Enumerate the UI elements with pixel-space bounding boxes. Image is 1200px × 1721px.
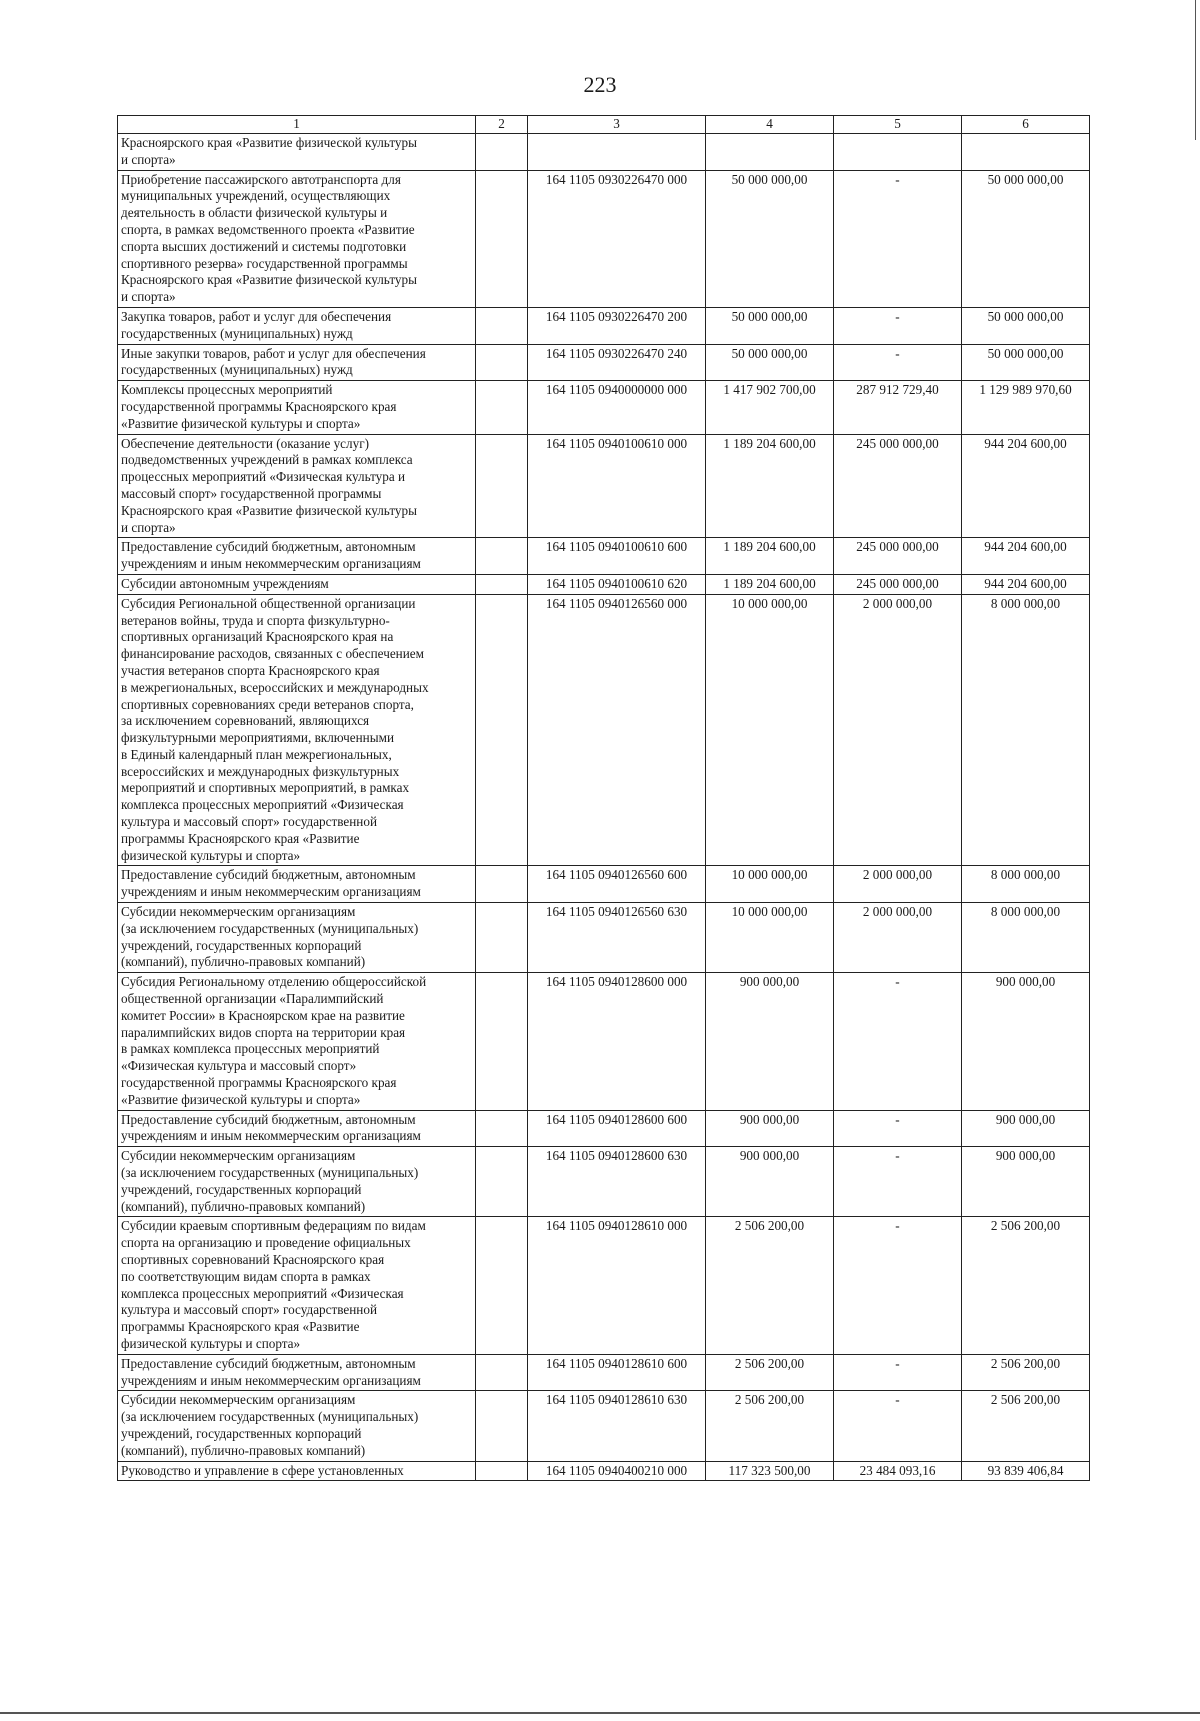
cell-total: 900 000,00	[706, 1147, 834, 1217]
cell-code: 164 1105 0940126560 630	[528, 903, 706, 973]
cell-col5: -	[834, 344, 962, 381]
cell-code: 164 1105 0940400210 000	[528, 1461, 706, 1481]
table-row	[118, 307, 1090, 344]
cell-col5: -	[834, 1147, 962, 1217]
cell-col6: 8 000 000,00	[962, 866, 1090, 903]
table-row	[118, 1354, 1090, 1391]
cell-total: 1 189 204 600,00	[706, 538, 834, 575]
cell-total: 2 506 200,00	[706, 1217, 834, 1354]
cell-total: 2 506 200,00	[706, 1354, 834, 1391]
cell-code: 164 1105 0940128610 000	[528, 1217, 706, 1354]
cell-col6: 50 000 000,00	[962, 307, 1090, 344]
row-description: Субсидии некоммерческим организациям (за исключением государственных (муниципальных) учреждений, государственных корпораций (компаний), публично-правовых компаний)	[121, 1148, 419, 1214]
cell-col5: 245 000 000,00	[834, 434, 962, 538]
cell-total: 50 000 000,00	[706, 170, 834, 307]
table-header-row	[118, 116, 1090, 134]
cell-col2	[476, 1217, 528, 1354]
cell-code	[528, 134, 706, 171]
row-description: Предоставление субсидий бюджетным, автономным учреждениям и иным некоммерческим организациям	[121, 867, 421, 900]
cell-total: 10 000 000,00	[706, 866, 834, 903]
cell-col5: 2 000 000,00	[834, 594, 962, 866]
cell-col5	[834, 134, 962, 171]
cell-name	[118, 866, 476, 903]
table-row	[118, 594, 1090, 866]
row-description: Красноярского края «Развитие физической культуры и спорта»	[121, 135, 417, 167]
table-row	[118, 434, 1090, 538]
row-description: Субсидии краевым спортивным федерациям по видам спорта на организацию и проведение официальных спортивных соревнований Красноярского края по соответствующим видам спорта в рамках комплекса процессных мероприятий «Физическая культура и массовый спорт» государственной программы Красноярского края «Развитие физической культуры и спорта»	[121, 1218, 426, 1351]
cell-col5: 287 912 729,40	[834, 381, 962, 434]
table-row	[118, 1461, 1090, 1481]
cell-total: 10 000 000,00	[706, 594, 834, 866]
cell-col2	[476, 538, 528, 575]
cell-total	[706, 134, 834, 171]
cell-total: 50 000 000,00	[706, 307, 834, 344]
cell-name	[118, 170, 476, 307]
cell-name	[118, 1391, 476, 1461]
cell-code: 164 1105 0940128600 630	[528, 1147, 706, 1217]
cell-col6: 2 506 200,00	[962, 1217, 1090, 1354]
row-description: Обеспечение деятельности (оказание услуг) подведомственных учреждений в рамках комплекса процессных мероприятий «Физическая культура и массовый спорт» государственной программы Красноярского края «Развитие физической культуры и спорта»	[121, 435, 417, 535]
scan-edge-right	[1195, 0, 1196, 140]
cell-col5: 245 000 000,00	[834, 574, 962, 594]
cell-code: 164 1105 0930226470 240	[528, 344, 706, 381]
cell-col5: -	[834, 1391, 962, 1461]
cell-col2	[476, 307, 528, 344]
cell-name	[118, 903, 476, 973]
row-description: Субсидии автономным учреждениям	[121, 575, 329, 591]
cell-col2	[476, 1391, 528, 1461]
cell-code: 164 1105 0940128610 630	[528, 1391, 706, 1461]
column-header: 1	[118, 116, 476, 134]
cell-name	[118, 538, 476, 575]
table-row	[118, 381, 1090, 434]
cell-col2	[476, 1461, 528, 1481]
cell-col6: 93 839 406,84	[962, 1461, 1090, 1481]
cell-col2	[476, 381, 528, 434]
cell-total: 900 000,00	[706, 1110, 834, 1147]
cell-col5: -	[834, 1354, 962, 1391]
cell-name	[118, 1217, 476, 1354]
cell-total: 1 189 204 600,00	[706, 434, 834, 538]
table-row	[118, 134, 1090, 171]
page-number: 223	[583, 72, 617, 97]
cell-total: 1 417 902 700,00	[706, 381, 834, 434]
cell-name	[118, 1354, 476, 1391]
cell-code: 164 1105 0940128600 000	[528, 973, 706, 1110]
cell-col6: 944 204 600,00	[962, 538, 1090, 575]
cell-col2	[476, 1354, 528, 1391]
table-row	[118, 1217, 1090, 1354]
cell-code: 164 1105 0940126560 000	[528, 594, 706, 866]
cell-code: 164 1105 0940000000 000	[528, 381, 706, 434]
cell-col2	[476, 574, 528, 594]
cell-col5: 23 484 093,16	[834, 1461, 962, 1481]
cell-col2	[476, 434, 528, 538]
cell-col6: 50 000 000,00	[962, 170, 1090, 307]
cell-col6: 50 000 000,00	[962, 344, 1090, 381]
row-description: Приобретение пассажирского автотранспорта для муниципальных учреждений, осуществляющих деятельность в области физической культуры и спорта, в рамках ведомственного проекта «Развитие спорта высших достижений и системы подготовки спортивного резерва» государственной программы Красноярского края «Развитие физической культуры и спорта»	[121, 171, 417, 305]
table-row	[118, 344, 1090, 381]
cell-code: 164 1105 0940100610 000	[528, 434, 706, 538]
cell-col2	[476, 344, 528, 381]
cell-name	[118, 307, 476, 344]
cell-col6: 900 000,00	[962, 1147, 1090, 1217]
column-header: 2	[476, 116, 528, 134]
cell-col5: -	[834, 1217, 962, 1354]
row-description: Закупка товаров, работ и услуг для обеспечения государственных (муниципальных) нужд	[121, 308, 392, 341]
table-row	[118, 538, 1090, 575]
table-row	[118, 973, 1090, 1110]
cell-total: 900 000,00	[706, 973, 834, 1110]
column-header: 4	[706, 116, 834, 134]
cell-code: 164 1105 0940128610 600	[528, 1354, 706, 1391]
cell-code: 164 1105 0940128600 600	[528, 1110, 706, 1147]
table-row	[118, 866, 1090, 903]
cell-col6: 8 000 000,00	[962, 903, 1090, 973]
cell-col6: 944 204 600,00	[962, 574, 1090, 594]
cell-code: 164 1105 0940126560 600	[528, 866, 706, 903]
cell-col5: -	[834, 307, 962, 344]
cell-col5: 2 000 000,00	[834, 866, 962, 903]
cell-total: 117 323 500,00	[706, 1461, 834, 1481]
cell-total: 2 506 200,00	[706, 1391, 834, 1461]
cell-col2	[476, 594, 528, 866]
cell-code: 164 1105 0930226470 000	[528, 170, 706, 307]
cell-total: 10 000 000,00	[706, 903, 834, 973]
column-header: 5	[834, 116, 962, 134]
column-header: 3	[528, 116, 706, 134]
cell-name	[118, 973, 476, 1110]
cell-col2	[476, 903, 528, 973]
cell-total: 1 189 204 600,00	[706, 574, 834, 594]
row-description: Комплексы процессных мероприятий государственной программы Красноярского края «Развитие физической культуры и спорта»	[121, 382, 397, 431]
cell-name	[118, 594, 476, 866]
row-description: Предоставление субсидий бюджетным, автономным учреждениям и иным некоммерческим организациям	[121, 1111, 421, 1144]
cell-name	[118, 1461, 476, 1481]
cell-col6: 1 129 989 970,60	[962, 381, 1090, 434]
cell-col6	[962, 134, 1090, 171]
row-description: Субсидия Региональной общественной организации ветеранов войны, труда и спорта физкультурно- спортивных организаций Красноярского края на финансирование расходов, связанных с обеспечением участия ветеранов спорта Красноярского края в межрегиональных, всероссийских и международных спортивных соревнованиях среди ветеранов спорта, за исключением соревнований, являющихся физкультурными мероприятиями, включенными в Единый календарный план межрегиональных, всероссийских и международных физкультурных мероприятий и спортивных мероприятий, в рамках комплекса процессных мероприятий «Физическая культура и массовый спорт» государственной программы Красноярского края «Развитие физической культуры и спорта»	[121, 595, 429, 863]
cell-col2	[476, 1110, 528, 1147]
cell-col2	[476, 170, 528, 307]
cell-col5: -	[834, 973, 962, 1110]
cell-name	[118, 434, 476, 538]
cell-col6: 2 506 200,00	[962, 1391, 1090, 1461]
row-description: Субсидии некоммерческим организациям (за исключением государственных (муниципальных) учреждений, государственных корпораций (компаний), публично-правовых компаний)	[121, 1392, 419, 1458]
row-description: Руководство и управление в сфере установленных	[121, 1462, 404, 1478]
cell-col6: 900 000,00	[962, 973, 1090, 1110]
budget-table	[117, 115, 1090, 1481]
cell-col5: -	[834, 170, 962, 307]
row-description: Субсидии некоммерческим организациям (за исключением государственных (муниципальных) учреждений, государственных корпораций (компаний), публично-правовых компаний)	[121, 904, 419, 970]
cell-code: 164 1105 0940100610 620	[528, 574, 706, 594]
cell-col2	[476, 1147, 528, 1217]
row-description: Предоставление субсидий бюджетным, автономным учреждениям и иным некоммерческим организациям	[121, 1355, 421, 1388]
column-header: 6	[962, 116, 1090, 134]
table-row	[118, 1110, 1090, 1147]
cell-col6: 944 204 600,00	[962, 434, 1090, 538]
cell-col6: 8 000 000,00	[962, 594, 1090, 866]
cell-name	[118, 344, 476, 381]
scan-edge-bottom	[0, 1712, 1200, 1714]
cell-col5: -	[834, 1110, 962, 1147]
table-row	[118, 903, 1090, 973]
cell-name	[118, 381, 476, 434]
table-row	[118, 574, 1090, 594]
row-description: Субсидия Региональному отделению общероссийской общественной организации «Паралимпийский комитет России» в Красноярском крае на развитие паралимпийских видов спорта на территории края в рамках комплекса процессных мероприятий «Физическая культура и массовый спорт» государственной программы Красноярского края «Развитие физической культуры и спорта»	[121, 974, 427, 1107]
cell-col2	[476, 866, 528, 903]
cell-col2	[476, 134, 528, 171]
cell-col5: 245 000 000,00	[834, 538, 962, 575]
cell-name	[118, 1110, 476, 1147]
cell-code: 164 1105 0940100610 600	[528, 538, 706, 575]
cell-col6: 2 506 200,00	[962, 1354, 1090, 1391]
cell-col2	[476, 973, 528, 1110]
cell-name	[118, 134, 476, 171]
cell-total: 50 000 000,00	[706, 344, 834, 381]
table-row	[118, 1391, 1090, 1461]
row-description: Предоставление субсидий бюджетным, автономным учреждениям и иным некоммерческим организациям	[121, 539, 421, 572]
cell-col5: 2 000 000,00	[834, 903, 962, 973]
table-row	[118, 1147, 1090, 1217]
cell-name	[118, 1147, 476, 1217]
cell-name	[118, 574, 476, 594]
cell-code: 164 1105 0930226470 200	[528, 307, 706, 344]
table-row	[118, 170, 1090, 307]
cell-col6: 900 000,00	[962, 1110, 1090, 1147]
row-description: Иные закупки товаров, работ и услуг для обеспечения государственных (муниципальных) нужд	[121, 345, 426, 378]
